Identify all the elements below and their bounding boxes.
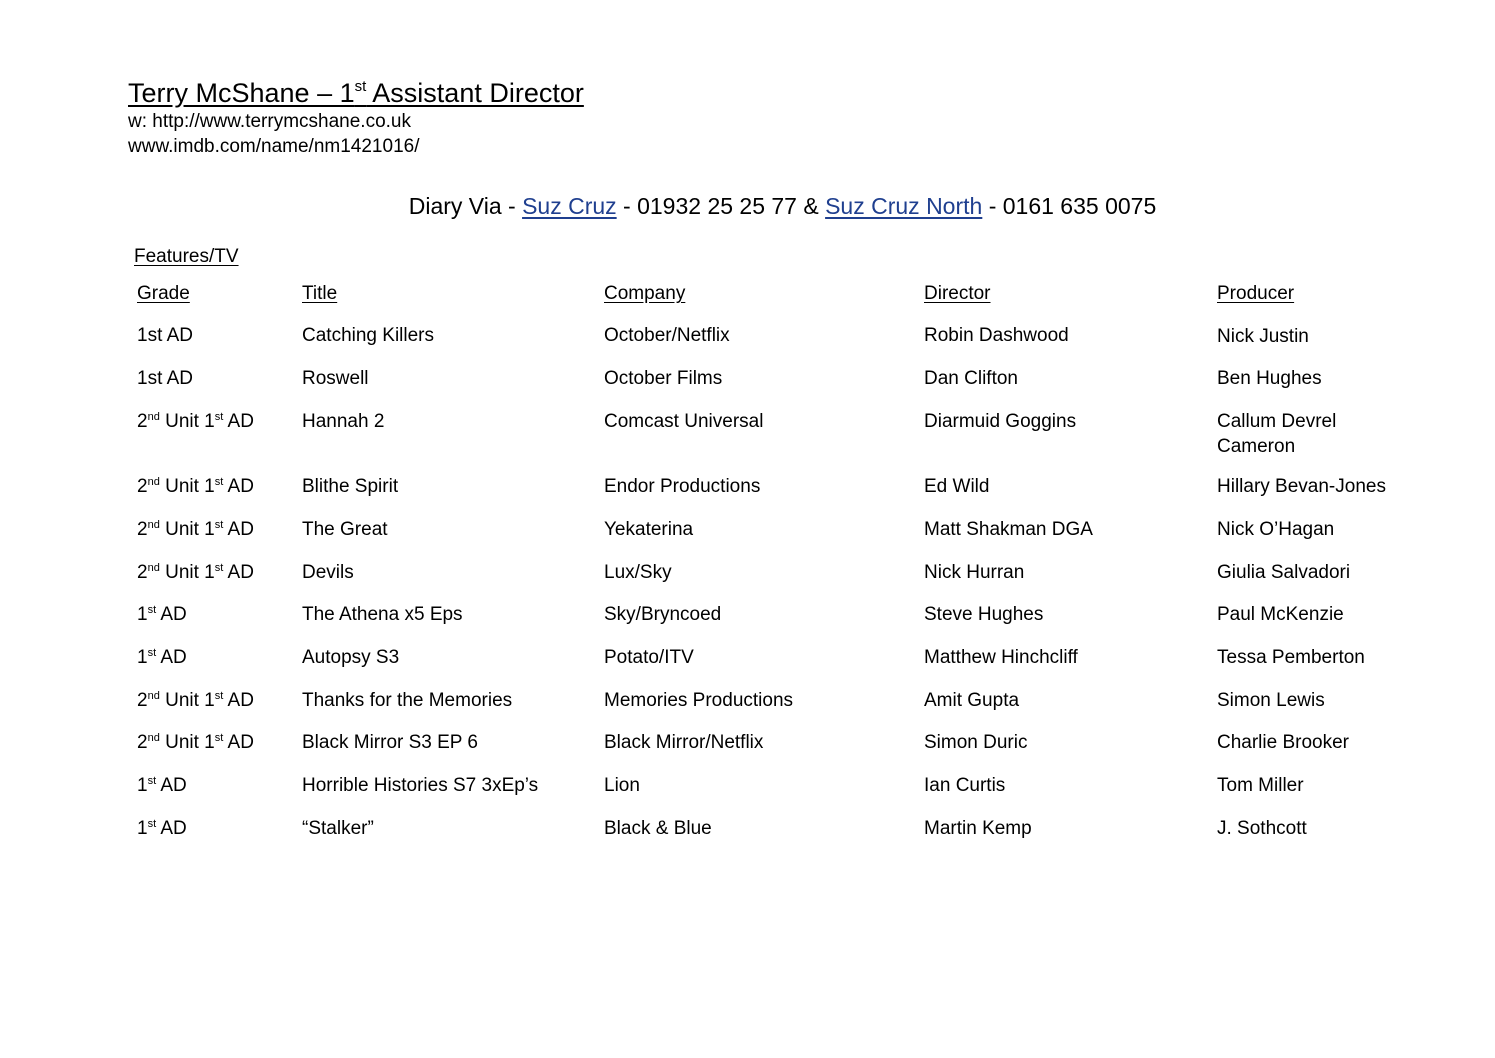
credit-director: Martin Kemp	[924, 818, 1032, 839]
column-header-producer: Producer	[1217, 283, 1295, 304]
credit-title: Thanks for the Memories	[302, 690, 513, 711]
credit-company: Black Mirror/Netflix	[604, 732, 764, 753]
credit-director: Steve Hughes	[924, 604, 1044, 625]
credit-producer: Simon Lewis	[1217, 690, 1325, 711]
credit-grade: 2nd Unit 1st AD	[137, 476, 254, 497]
credit-company: Memories Productions	[604, 690, 794, 711]
credit-producer-line2: Cameron	[1217, 436, 1296, 457]
credit-grade: 2nd Unit 1st AD	[137, 732, 254, 753]
credit-grade: 1st AD	[137, 818, 187, 839]
agent-link-suz-cruz-north[interactable]: Suz Cruz North	[825, 193, 983, 219]
column-header-company: Company	[604, 283, 686, 304]
credit-producer: Charlie Brooker	[1217, 732, 1349, 753]
diary-line: Diary Via - Suz Cruz - 01932 25 25 77 & Suz Cruz North - 0161 635 0075	[408, 193, 1157, 219]
imdb-url[interactable]: www.imdb.com/name/nm1421016/	[128, 136, 420, 157]
credit-producer: Paul McKenzie	[1217, 604, 1344, 625]
credit-grade: 1st AD	[137, 368, 193, 389]
credit-director: Amit Gupta	[924, 690, 1020, 711]
credit-grade: 2nd Unit 1st AD	[137, 690, 254, 711]
credit-producer: Hillary Bevan-Jones	[1217, 476, 1386, 497]
credit-grade: 2nd Unit 1st AD	[137, 411, 254, 432]
credit-company: Potato/ITV	[604, 647, 694, 668]
credit-producer: Nick O’Hagan	[1217, 519, 1335, 540]
credit-company: Black & Blue	[604, 818, 712, 839]
credit-title: Black Mirror S3 EP 6	[302, 732, 478, 753]
credit-producer: Tom Miller	[1217, 775, 1304, 796]
credit-director: Matthew Hinchcliff	[924, 647, 1078, 668]
credit-title: The Great	[302, 519, 388, 540]
credit-title: The Athena x5 Eps	[302, 604, 463, 625]
credit-director: Ian Curtis	[924, 775, 1006, 796]
column-header-grade: Grade	[137, 283, 190, 304]
credit-company: Yekaterina	[604, 519, 694, 540]
credit-producer: J. Sothcott	[1217, 818, 1307, 839]
credit-company: Lux/Sky	[604, 562, 672, 583]
credit-title: Hannah 2	[302, 411, 385, 432]
credit-title: Roswell	[302, 368, 369, 389]
credit-grade: 1st AD	[137, 604, 187, 625]
credit-grade: 2nd Unit 1st AD	[137, 562, 254, 583]
title-superscript: st	[354, 78, 367, 95]
credit-director: Ed Wild	[924, 476, 990, 497]
credit-grade: 1st AD	[137, 775, 187, 796]
credit-company: October Films	[604, 368, 723, 389]
column-header-title: Title	[302, 283, 338, 304]
credit-producer: Callum Devrel	[1217, 411, 1337, 432]
column-header-director: Director	[924, 283, 991, 304]
credit-producer: Tessa Pemberton	[1217, 647, 1365, 668]
agent-link-suz-cruz[interactable]: Suz Cruz	[522, 193, 617, 219]
page-title: Terry McShane – 1st Assistant Director	[128, 78, 584, 108]
credit-producer: Ben Hughes	[1217, 368, 1322, 389]
website-url[interactable]: w: http://www.terrymcshane.co.uk	[128, 111, 411, 132]
credit-director: Diarmuid Goggins	[924, 411, 1077, 432]
credit-producer: Giulia Salvadori	[1217, 562, 1351, 583]
credit-director: Simon Duric	[924, 732, 1028, 753]
credit-grade: 1st AD	[137, 325, 193, 346]
credit-title: Blithe Spirit	[302, 476, 399, 497]
credit-company: Comcast Universal	[604, 411, 764, 432]
credit-producer: Nick Justin	[1217, 326, 1309, 347]
credit-title: Devils	[302, 562, 354, 583]
credit-title: Autopsy S3	[302, 647, 400, 668]
credit-title: Horrible Histories S7 3xEp’s	[302, 775, 539, 796]
credit-director: Matt Shakman DGA	[924, 519, 1093, 540]
credit-company: Sky/Bryncoed	[604, 604, 722, 625]
credit-grade: 2nd Unit 1st AD	[137, 519, 254, 540]
credit-director: Dan Clifton	[924, 368, 1018, 389]
credit-company: October/Netflix	[604, 325, 730, 346]
credit-title: “Stalker”	[302, 818, 374, 839]
credit-director: Nick Hurran	[924, 562, 1025, 583]
credit-company: Endor Productions	[604, 476, 761, 497]
credit-title: Catching Killers	[302, 325, 434, 346]
credit-grade: 1st AD	[137, 647, 187, 668]
credit-company: Lion	[604, 775, 640, 796]
credit-director: Robin Dashwood	[924, 325, 1069, 346]
section-title: Features/TV	[134, 246, 239, 267]
